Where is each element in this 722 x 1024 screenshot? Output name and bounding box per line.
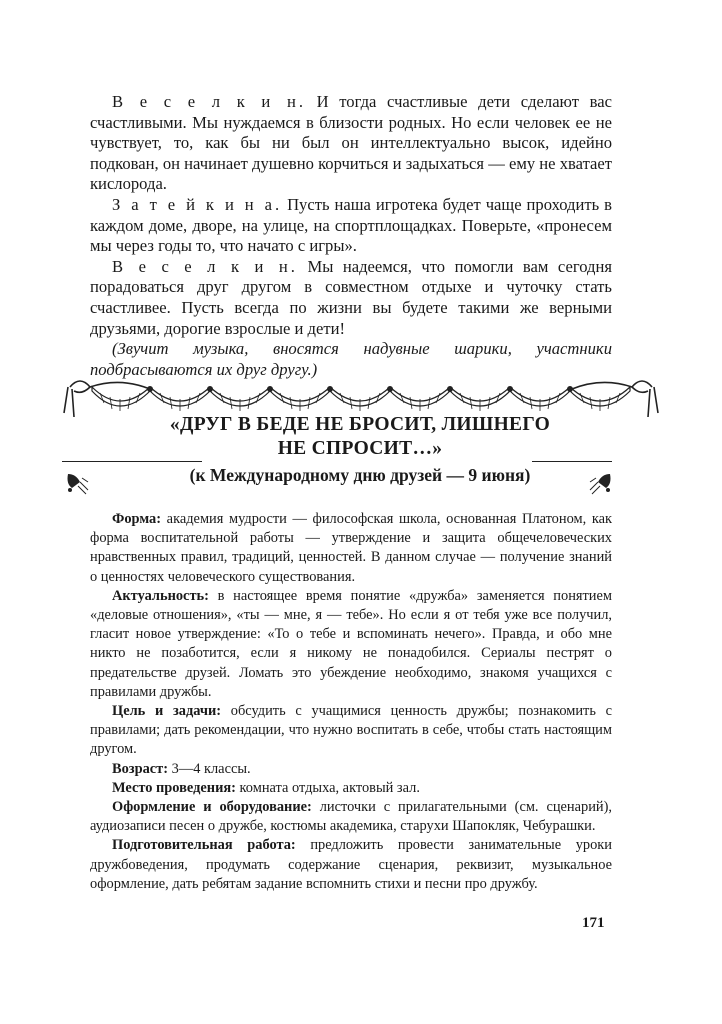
detail-label: Форма:: [112, 511, 162, 527]
detail-label: Оформление и оборудование:: [112, 799, 312, 816]
section-subtitle: (к Международному дню друзей — 9 июня): [189, 465, 531, 485]
dialogue-paragraph: [90, 257, 612, 339]
speech-text: И тогда счастливые дети сделают вас счастливыми. Мы нуждаемся в близости родных. Но если человек ее не чувствует, то, как бы ни был он интеллектуально высок, идейно подкован, он начинает душевно корчиться и задыхаться — ему не хватает кислорода.: [90, 92, 612, 194]
dialogue-paragraph: [90, 195, 612, 257]
page-number: 171: [582, 915, 605, 931]
detail-paragraph: [90, 510, 612, 587]
stage-direction: (Звучит музыка, вносятся надувные шарики, участники подбрасываются их друг другу.): [90, 339, 612, 379]
title-rule-left: [62, 461, 202, 462]
detail-text: в настоящее время понятие «дружба» заменяется понятием «деловые отношения», «ты — мне, я — тебе». Но если я от тебя уже все получил, гласит новое утверждение: «То о тебе и вспоминать нечего». Правда, и обо мне никто не позаботится, если я никому не понадобился. Сериалы пестрят о предательстве друзей. Ломать это убеждение необходимо, знакомя учащихся с правилами дружбы.: [90, 587, 612, 700]
detail-paragraph: [90, 798, 612, 836]
speech-text: Мы надеемся, что помогли вам сегодня порадоваться друг другом в совместном отдыхе и чуточку стать счастливее. Пусть всегда по жизни вы будете такими же верными друзьями, дорогие взрослые и дети!: [90, 256, 612, 338]
detail-text: академия мудрости — философская школа, основанная Платоном, как форма воспитательной работы — утверждение и защита общечеловеческих нравственных правил, традиций, ценностей. В данном случае — получение знаний о ценностях человеческого существования.: [90, 511, 612, 585]
bell-ornament-right-icon: [588, 468, 616, 496]
dialogue-section: [90, 92, 612, 380]
detail-paragraph: [90, 587, 612, 702]
detail-label: Цель и задачи:: [112, 703, 222, 720]
detail-text: обсудить с учащимися ценность дружбы; познакомить с правилами; дать рекомендации, что нужно воспитать в себе, чтобы стать настоящим другом.: [90, 703, 612, 758]
title-line: «ДРУГ В БЕДЕ НЕ БРОСИТ, ЛИШНЕГО: [169, 414, 551, 435]
detail-text: комната отдыха, актовый зал.: [235, 779, 420, 796]
detail-paragraph: [90, 760, 612, 779]
detail-text: листочки с прилагательными (см. сценарий), аудиозаписи песен о дружбе, костюмы академика, старухи Шапокляк, Чебурашки.: [90, 799, 612, 835]
speaker-name: В е с е л к и н.: [112, 256, 298, 276]
detail-paragraph: [90, 836, 612, 894]
detail-text: 3—4 классы.: [168, 760, 251, 777]
title-rule-right: [532, 461, 612, 462]
detail-paragraph: [90, 779, 612, 798]
detail-label: Место проведения:: [112, 779, 236, 796]
speech-text: Пусть наша игротека будет чаще проходить в каждом доме, дворе, на улице, на спортплощадках. Поверьте, «пронесем мы через годы то, что начато с игры».: [90, 194, 612, 256]
section-title: [90, 413, 630, 461]
event-details: [90, 510, 612, 894]
detail-text: предложить провести занимательные уроки дружбоведения, продумать содержание сценария, реквизит, музыкальное оформление, дать ребятам задание вспомнить стихи и песни про дружбу.: [90, 837, 613, 892]
detail-label: Возраст:: [112, 760, 169, 777]
detail-label: Актуальность:: [112, 587, 209, 604]
dialogue-paragraph: [90, 92, 612, 195]
title-line: НЕ СПРОСИТ…»: [277, 438, 443, 459]
speaker-name: В е с е л к и н.: [112, 92, 306, 111]
detail-label: Подготовительная работа:: [112, 837, 296, 854]
bell-ornament-left-icon: [62, 468, 90, 496]
speaker-name: З а т е й к и н а.: [112, 194, 283, 214]
detail-paragraph: [90, 702, 612, 760]
